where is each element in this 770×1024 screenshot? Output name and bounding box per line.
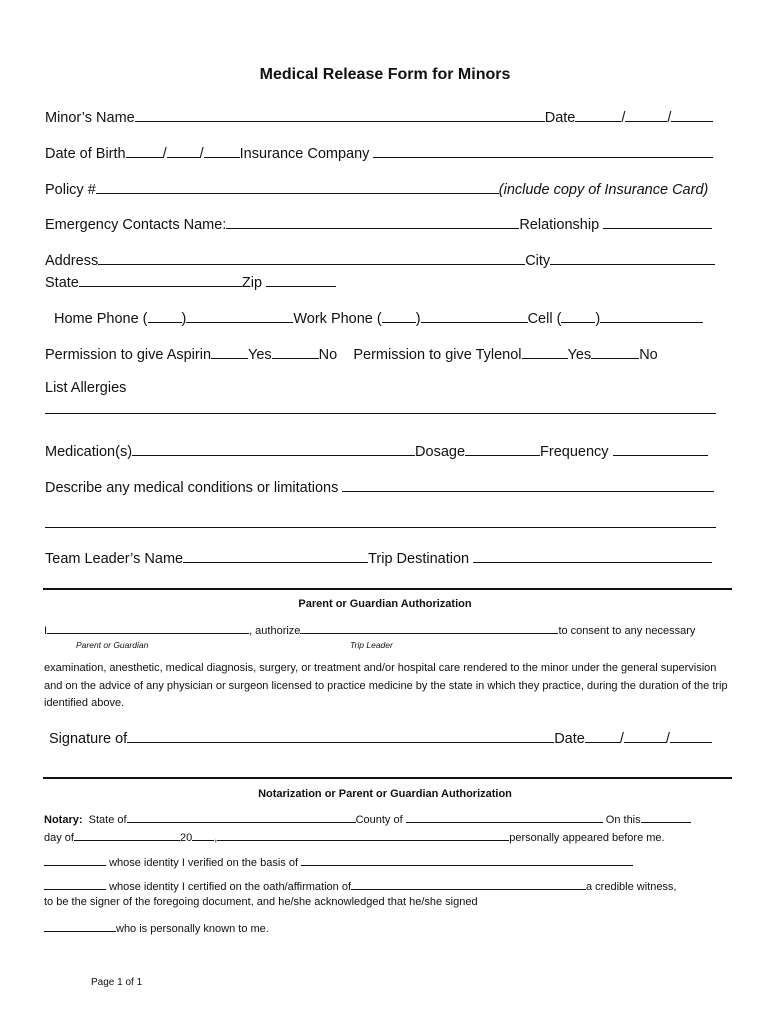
appeared-name-field[interactable]: [217, 830, 509, 841]
signature-date-month-field[interactable]: [585, 728, 620, 743]
consent-label: to consent to any necessary: [558, 625, 696, 637]
authorization-body: examination, anesthetic, medical diagnosis, surgery, or treatment and/or hospital care rendered to the minor under the general supervision and on the advice of any physician or surgeon licensed to practice medicine by the state in which they practice, during the duration of the trip identified above.: [44, 662, 728, 709]
insurance-field[interactable]: [373, 143, 713, 158]
oath-initial-field[interactable]: [44, 879, 106, 890]
cell-area-field[interactable]: [561, 308, 595, 323]
comma: ,: [214, 832, 218, 844]
minors-name-field[interactable]: [135, 107, 545, 122]
date-day-field[interactable]: [625, 107, 667, 122]
team-leader-label: Team Leader’s Name: [45, 551, 184, 567]
on-this-label: On this: [605, 814, 641, 826]
twenty-label: 20: [179, 832, 193, 844]
permission-row: [45, 344, 658, 363]
aspirin-yes-field[interactable]: [211, 344, 248, 359]
aspirin-no-field[interactable]: [272, 344, 319, 359]
paren: ): [415, 311, 421, 327]
date-separator: /: [667, 110, 672, 126]
notarization-heading: Notarization or Parent or Guardian Authorization: [258, 788, 512, 800]
paren: ): [595, 311, 601, 327]
form-title: Medical Release Form for Minors: [259, 66, 511, 83]
oath-row: [44, 879, 677, 893]
cell-phone-field[interactable]: [600, 308, 703, 323]
oath-field[interactable]: [351, 879, 586, 890]
city-label: City: [525, 253, 551, 269]
policy-label: Policy #: [45, 182, 96, 198]
known-field[interactable]: [44, 921, 116, 932]
basis-field[interactable]: [301, 855, 633, 866]
notary-row: [44, 812, 691, 826]
medication-field[interactable]: [132, 441, 415, 456]
i-label: I: [44, 625, 48, 637]
basis-label: whose identity I verified on the basis of: [109, 857, 299, 869]
address-field[interactable]: [98, 250, 525, 265]
conditions-row: [45, 477, 714, 496]
trip-destination-field[interactable]: [473, 548, 712, 563]
credible-label: a credible witness,: [586, 881, 677, 893]
state-of-label: State of: [88, 814, 127, 826]
signature-date-label: Date: [554, 731, 585, 747]
work-phone-field[interactable]: [421, 308, 528, 323]
emergency-label: Emergency Contacts Name:: [45, 217, 227, 233]
signer-text: to be the signer of the foregoing document, and he/she acknowledged that he/she signed: [44, 896, 478, 908]
medication-row: [45, 441, 708, 460]
emergency-row: [45, 214, 712, 233]
dob-row: [45, 143, 713, 162]
year-field[interactable]: [192, 830, 214, 841]
trip-destination-label: Trip Destination: [368, 551, 470, 567]
allergies-field[interactable]: [45, 413, 716, 414]
minors-name-row: [45, 107, 713, 126]
policy-field[interactable]: [96, 179, 499, 194]
state-label: State: [45, 275, 79, 291]
basis-initial-field[interactable]: [44, 855, 106, 866]
work-phone-label: Work Phone (: [293, 311, 382, 327]
policy-note: (include copy of Insurance Card): [498, 182, 709, 198]
date-separator: /: [619, 731, 624, 747]
authorize-label: , authorize: [249, 625, 301, 637]
signature-label: Signature of: [49, 731, 128, 747]
signature-row: [49, 728, 712, 747]
dosage-label: Dosage: [415, 444, 466, 460]
conditions-field[interactable]: [342, 477, 714, 492]
state-row: [45, 272, 336, 291]
basis-row: [44, 855, 633, 869]
emergency-field[interactable]: [226, 214, 519, 229]
county-of-label: County of: [355, 814, 403, 826]
dob-day-field[interactable]: [167, 143, 200, 158]
home-phone-field[interactable]: [186, 308, 293, 323]
dob-separator: /: [199, 146, 204, 162]
paren: ): [181, 311, 187, 327]
aspirin-label: Permission to give Aspirin: [45, 347, 212, 363]
insurance-label: Insurance Company: [239, 146, 370, 162]
dob-month-field[interactable]: [126, 143, 163, 158]
oath-label: whose identity I certified on the oath/affirmation of: [109, 881, 351, 893]
zip-label: Zip: [241, 275, 263, 291]
trip-leader-field[interactable]: [300, 623, 558, 634]
no-label: No: [639, 347, 658, 363]
page-number: Page 1 of 1: [91, 977, 143, 988]
known-label: who is personally known to me.: [116, 923, 269, 935]
cell-label: Cell (: [527, 311, 562, 327]
no-label: No: [318, 347, 338, 363]
team-leader-field[interactable]: [183, 548, 368, 563]
leader-caption: Trip Leader: [350, 640, 393, 650]
date-separator: /: [665, 731, 670, 747]
dosage-field[interactable]: [465, 441, 540, 456]
conditions-field-line2[interactable]: [45, 527, 716, 528]
dob-label: Date of Birth: [45, 146, 126, 162]
date-month-field[interactable]: [575, 107, 621, 122]
state-field[interactable]: [79, 272, 242, 287]
day-of-label: day of: [44, 832, 74, 844]
city-field[interactable]: [550, 250, 715, 265]
signature-date-year-field[interactable]: [670, 728, 712, 743]
known-row: [44, 921, 269, 935]
medication-label: Medication(s): [45, 444, 133, 460]
team-leader-row: [45, 548, 712, 567]
conditions-label: Describe any medical conditions or limitations: [45, 480, 339, 496]
frequency-field[interactable]: [613, 441, 708, 456]
dob-year-field[interactable]: [204, 143, 240, 158]
relationship-field[interactable]: [603, 214, 712, 229]
home-area-field[interactable]: [148, 308, 182, 323]
zip-field[interactable]: [266, 272, 336, 287]
section-divider: [43, 588, 732, 590]
dob-separator: /: [162, 146, 167, 162]
parent-guardian-field[interactable]: [47, 623, 249, 634]
minors-name-label: Minor’s Name: [45, 110, 135, 126]
parent-caption: Parent or Guardian: [76, 640, 149, 650]
tylenol-label: Permission to give Tylenol: [353, 347, 522, 363]
signature-date-day-field[interactable]: [624, 728, 666, 743]
address-label: Address: [45, 253, 99, 269]
address-row: [45, 250, 715, 269]
authorization-row: [44, 623, 695, 637]
appeared-label: personally appeared before me.: [509, 832, 665, 844]
phone-row: [54, 308, 703, 327]
tylenol-no-field[interactable]: [591, 344, 639, 359]
authorization-heading: Parent or Guardian Authorization: [298, 598, 472, 610]
relationship-label: Relationship: [519, 217, 600, 233]
day-of-field[interactable]: [74, 830, 180, 841]
notary-county-field[interactable]: [406, 812, 603, 823]
yes-label: Yes: [567, 347, 592, 363]
work-area-field[interactable]: [382, 308, 416, 323]
allergies-label: List Allergies: [45, 380, 127, 396]
home-phone-label: Home Phone (: [54, 311, 148, 327]
notary-label: Notary:: [44, 814, 83, 826]
day-row: [44, 830, 665, 844]
notary-state-field[interactable]: [127, 812, 356, 823]
section-divider: [43, 777, 732, 779]
date-separator: /: [621, 110, 626, 126]
frequency-label: Frequency: [540, 444, 609, 460]
date-label: Date: [544, 110, 576, 126]
tylenol-yes-field[interactable]: [522, 344, 568, 359]
policy-row: [45, 179, 708, 198]
signature-field[interactable]: [127, 728, 554, 743]
yes-label: Yes: [248, 347, 272, 363]
on-this-field[interactable]: [641, 812, 691, 823]
date-year-field[interactable]: [671, 107, 713, 122]
